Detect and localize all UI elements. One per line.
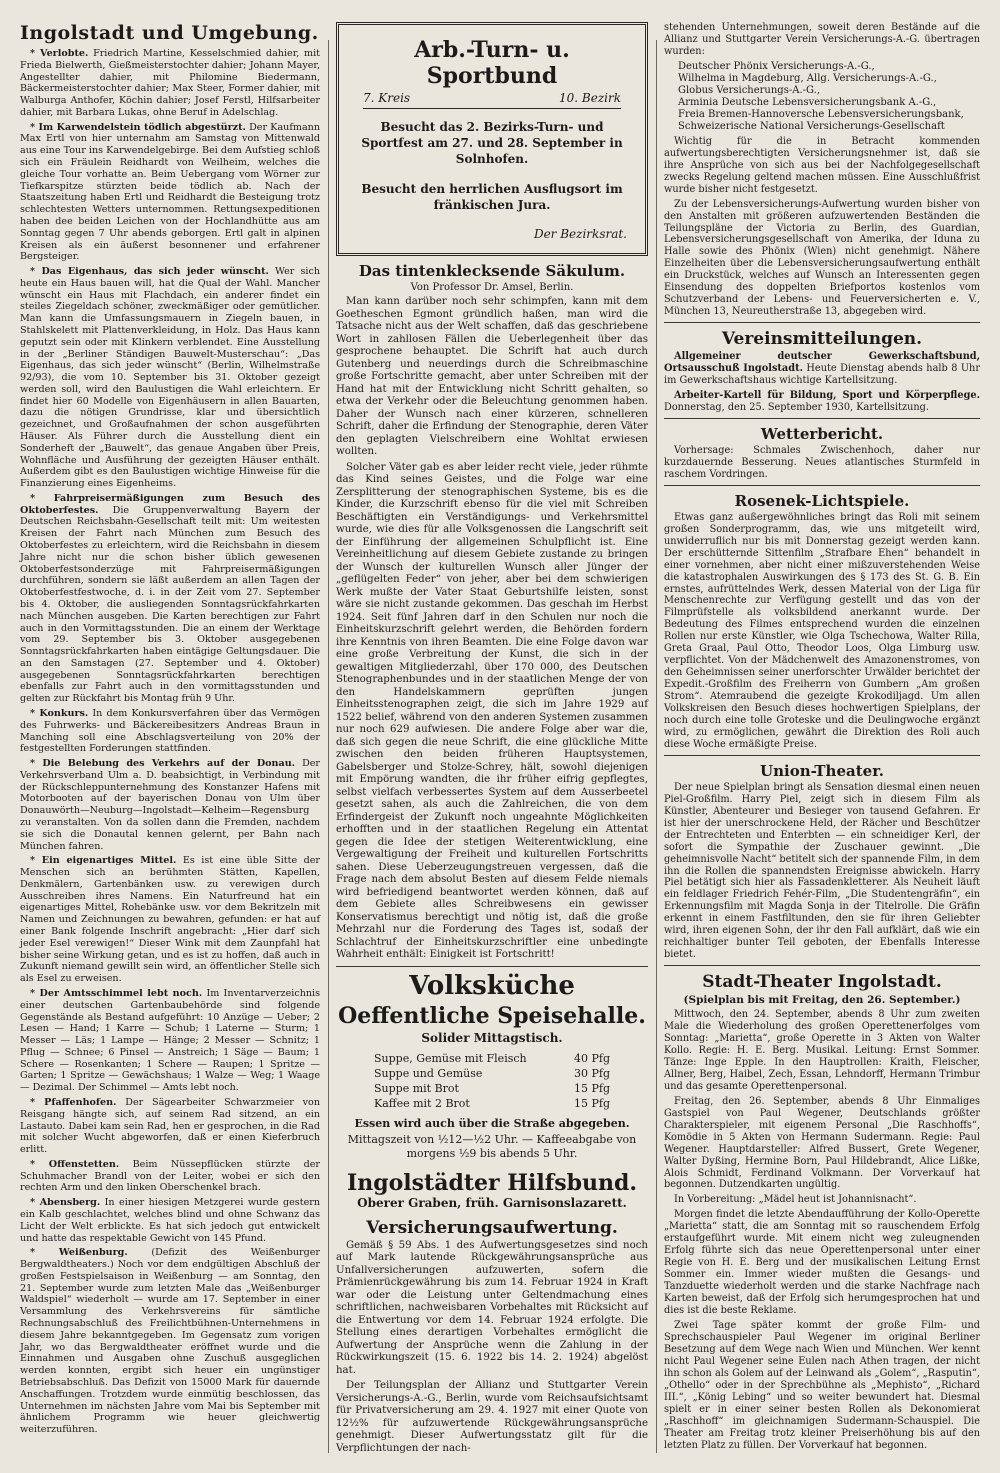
- hilfsbund-title: Ingolstädter Hilfsbund.: [346, 1169, 638, 1196]
- stadttheater-subtitle: (Spielplan bis mit Freitag, den 26. September.): [683, 994, 961, 1007]
- divider: [664, 755, 980, 756]
- company-item: Freia Bremen-Hannoversche Lebensversicherungsbank,: [678, 108, 964, 120]
- news-article-text: Es ist eine üble Sitte der Menschen sich an berühmten Stätten, Kapellen, Denkmälern, Gartenbänken usw. zu verewigen durch Ausschreiben ihres Namens. Ein Naturfreund hat ein eigenartiges Mittel, Rohebänke usw. vor dem Bekritzeln mit Namen und Zeichnungen zu bewahren, gefunden: er hat auf einer Bank folgende Inschrift angebracht: „Hier darf sich jeder Esel verewigen!“ Dieser Wink mit dem Zaunpfahl hat bisher seine Wirkung getan, und es ist zu hoffen, daß auch in Zukunft niemand gewillt sein wird, an öffentlicher Stelle sich als Esel zu erweisen.: [20, 855, 320, 985]
- news-article: [20, 1197, 320, 1244]
- news-article-text: Im Inventarverzeichnis einer deutschen Gartenbaubehörde sind folgende Gegenstände als Bestand aufgeführt: 10 Anzüge — Ueber; 2 Lesen — Hand; 1 Karre — Schub; 1 Laterne — Sturm; 1 Messer — Läs; 1 Lampe — Hänge; 2 Messer — Schnitz; 1 Pflug — Schnee; 6 Pinsel — Anstreich; 1 Säge — Baum; 1 Schere — Rosenkanten; 1 Schere — Raupen; 1 Spritze — Garten; 1 Spritze — Gewächshaus; 1 Walze — Weg; 1 Waage — Dezimal. Der Schimmel — Amts lebt noch.: [20, 987, 321, 1094]
- verein-item: [664, 351, 980, 387]
- news-article: [20, 855, 320, 985]
- news-article: [20, 48, 320, 119]
- news-article-text: Die Gruppenverwaltung Bayern der Deutschen Reichsbahn-Gesellschaft teilt mit: Um weitesten Kreisen der Fahrt nach München zum Besuch des Oktoberfestes zu erleichtern, wird die Reichsbahn in diesem Jahre nicht nur die schon bisher üblich gewesenen Oktoberfestsonderzüge mit Fahrpreisermäßigungen durchführen, sondern sie läßt außerdem an allen Tagen der Oktoberfestfestwoche, d. i. in der Zeit vom 27. September bis 4. Oktober, die ausliegenden Sonntagsrückfahrkarten nach München ausgeben. Die Karten berechtigen zur Fahrt auch in den Vormittagsstunden. Die an einem der Werktage vom 29. September bis 3. Oktober ausgegebenen Sonntagsrückfahrkarten haben eintägige Geltungsdauer. Die an den Samstagen (27. September und 4. Oktober) ausgegebenen Sonntagsrückfahrkarten berechtigen ebenfalls zur Fahrt auch in den vormittagsstunden und gelten zur Rückfahrt bis Montag früh 9 Uhr.: [20, 504, 321, 705]
- versicherung-paragraph: Zu der Lebensversicherungs-Aufwertung wurden bisher von den Anstalten mit größeren aufzuwertenden Beständen die Teilungspläne der Victoria zu Berlin, des Guardian, Lebensversicherungsgesellschaft von Amerika, der Iduna zu Halle sowie des Phönix (Wien) nicht genehmigt. Nähere Einzelheiten über die Lebensversicherungsaufwertung enthält ein Druckstück, welches auf Wunsch an Interessenten gegen Einsendung des doppelten Briefportos kostenlos vom Schutzverband der Lebens- und Feuerversicherten e. V., München 13, Neureutherstraße 13, abgegeben wird.: [664, 198, 980, 318]
- rosenek-title: Rosenek-Lichtspiele.: [734, 491, 910, 510]
- versicherung-paragraph: Der Teilungsplan der Allianz und Stuttgarter Verein Versicherungs-A.-G., Berlin, wurde vom Reichsaufsichtsamt für Privatversicherung am 29. 4. 1927 mit einer Quote von 12½% für aufzuwertende Rückgewährungsansprüche genehmigt. Dieser Aufwertungsstatz gilt für die Verpflichtungen der nach-: [336, 1380, 648, 1454]
- stadttheater-paragraph: Mittwoch, den 24. September, abends 8 Uhr zum zweiten Male die Wiederholung des großen Operettenerfolges vom Sonntag: „Marietta“, große Operette in 3 Akten von Walter Kollo. Regie: H. E. Berg. Musikal. Leitung: Ernst Sommer. Tänze: Inge Epple. In den Hauptrollen: Kraith, Fleischer, Allner, Berg, Haibel, Zech, Essan, Lehndorff, Hermann Trimbur und das gesamte Operettenpersonal.: [664, 1009, 980, 1092]
- company-list: [678, 61, 980, 133]
- divider: [664, 485, 980, 486]
- verein-item-title: Arbeiter-Kartell für Bildung, Sport und Körperpflege.: [674, 390, 980, 402]
- divider: [664, 965, 980, 966]
- rosenek-text: Etwas ganz außergewöhnliches bringt das Roli mit seinem großen Sonderprogramm, das, wie uns mitgeteilt wird, unwiderruflich nur bis mit Donnerstag gezeigt werden kann. Der erschütternde Sittenfilm „Strafbare Ehen“ behandelt in einer vornehmen, aber nicht einer mißzuverstehenden Weise die katastrophalen Auswirkungen des § 173 des St. G. B. Ein ernstes, aufrüttelndes Werk, dessen Material von der Liga für Menschenrechte zur Verfügung gestellt und das von der Filmprüfstelle als volksbildend anerkannt wurde. Der Bedeutung des Filmes entsprechend wurden die einzelnen Rollen nur erste Künstler, wie Olga Tschechowa, Walter Rilla, Greta Graal, Paul Otto, Theodor Loos, Olga Limburg usw. verpflichtet. Von der Mädchenwelt des Amazonenstromes, von den Geheimnissen seiner unerforschter Urwälder berichtet der Expedit.-Großfilm des Freiherrn von Gumbern „Am großen Strom“. Atemraubend die gezeigte Krokodiljagd. Um allen Volkskreisen den Besuch dieses hochwertigen Spielplans, der noch durch eine tolle Groteske und die Deulingwoche ergänzt wird, zu ermöglichen, gewährt die Direktion des Roli auch diese Woche ermäßigte Preise.: [664, 511, 980, 750]
- price-value: 15 Pfg: [573, 1081, 610, 1095]
- sportbund-advertisement: [336, 22, 648, 256]
- stadttheater-paragraph: Morgen findet die letzte Abendaufführung der Kollo-Operette „Marietta“ statt, die am Sonntag mit so rauschendem Erfolg erstaufgeführt wurde. Mit einem nicht weg zuleugnenden Erfolg führte sich das neue Operettenpersonal unter einer Regie von H. E. Berg und der musikalischen Leitung Ernst Sommer ein. Immer wieder mußten die Gesangs- und Tanzduette wiederholt werden und die starke Nachfrage nach Karten beweist, daß der Erfolg sich herumgesprochen hat und dies ist die beste Reklame.: [664, 1209, 980, 1317]
- price-item: Suppe mit Brot: [374, 1081, 459, 1095]
- stadttheater-paragraph: In Vorbereitung: „Mädel heut ist Johannisnacht“.: [674, 1194, 917, 1206]
- ad-kreis: 7. Kreis: [363, 91, 411, 105]
- section-heading: Ingolstadt und Umgebung.: [20, 22, 319, 44]
- versicherung-paragraph: Gemäß § 59 Abs. 1 des Aufwertungsgesetzes sind noch auf Mark lautende Rückgewährungsansprüche aus Unfallversicherungen aufzuwerten, sofern die Prämienrückgewährung bis zum 14. Februar 1924 in Kraft war oder die Leistung unter Geltendmachung eines schriftlichen, nachweisbaren Vorbehaltes mit Rücksicht auf die Entwertung vor dem 14. Februar 1924 erfolgte. Die Stellung eines derartigen Vorbehaltes ermöglicht die Aufwertung der Ansprüche wenn die Zahlung in der Rückwirkungszeit (15. 6. 1922 bis 14. 2. 1924) abgelöst hat.: [336, 1239, 648, 1376]
- wetterbericht-title: Wetterbericht.: [760, 424, 884, 443]
- news-article-title: * Konkurs.: [30, 707, 89, 719]
- company-item: Deutscher Phönix Versicherungs-A.-G.,: [678, 60, 875, 72]
- news-article-title: * Das Eigenhaus, das sich jeder wünscht.: [30, 266, 269, 278]
- price-row: [372, 1066, 612, 1081]
- company-item: Globus Versicherungs-A.-G.,: [678, 84, 820, 96]
- news-article-title: * Im Karwendelstein tödlich abgestürzt.: [30, 121, 246, 133]
- versicherung-title: Versicherungsaufwertung.: [366, 1217, 618, 1238]
- ad-text-excursion: Besucht den herrlichen Ausflugsort im fränkischen Jura.: [361, 182, 623, 212]
- news-article-title: * Fahrpreisermäßigungen zum Besuch des Oktoberfestes.: [20, 492, 320, 516]
- takeaway-note: Essen wird auch über die Straße abgegeben.: [354, 1116, 630, 1130]
- divider: [664, 418, 980, 419]
- stadttheater-title: Stadt-Theater Ingolstadt.: [702, 972, 942, 993]
- news-article-text: Der Kaufmann Max Ertl von hier unternahm am Samstag von Mittenwald aus eine Tour ins Karwendelgebirge. Bei dem Aufstieg schloß sich ein Fräulein Reidhardt von Weilheim, welches die gleiche Tour vorhatte an. Beim Uebergang vom Wörner zur Tiefkarspitze stürzten beide tödlich ab. Nach der Staatszeitung haben Ertl und Reidhardt die Besteigung trotz schlechtesten Wetters unternommen. Rettungsexpeditionen haben dee beiden Leichen von der Hochlandhütte aus am Sonntag gegen 7 Uhr abends geborgen. Ertl galt in alpinen Kreisen als ein äußerst besonnener und erfahrener Bergsteiger.: [20, 121, 321, 263]
- feuilleton-paragraph: Man kann darüber noch sehr schimpfen, kann mit dem Goetheschen Egmont gründlich haßen, man wird die Tatsache nicht aus der Welt schaffen, daß das geschriebene Wort in zahllosen Fällen die Ueberlegenheit über das gesprochene behauptet. Die Schrift hat auch durch Gutenberg und neuerdings durch die Schreibmaschine große Fortschritte gemacht, aber unter Schreiben mit der Hand hat mit der Entwicklung nicht Schritt gehalten, so etwa der Verkehr oder die Beleuchtung genommen haben. Daher der Wunsch nach einer kürzeren, schnelleren Schrift, daher die Erfindung der Stenographie, deren Väter den geplagten Vielschreibern eine Wohltat erwiesen wollten.: [336, 296, 648, 457]
- ad-signature: Der Bezirksrat.: [533, 227, 627, 241]
- news-article-title: * Verlobte.: [30, 48, 89, 59]
- price-row: [372, 1096, 612, 1111]
- news-article-title: * Offenstetten.: [30, 1158, 120, 1170]
- local-news-list: [20, 48, 320, 1436]
- versicherung-paragraph: Wichtig für die in Betracht kommenden aufwertungsberechtigten Versicherungsnehmer ist, daß sie ihre Ansprüche von sich aus bei der Nachfolgegesellschaft zwecks Regelung geltend machen müssen. Eine Ausschlußfrist wurde bisher nicht festgesetzt.: [664, 135, 980, 195]
- news-article: [20, 1097, 320, 1156]
- union-text: Der neue Spielplan bringt als Sensation diesmal einen neuen Piel-Großfilm. Harry Piel, zeigt sich in diesem Film als Künstler, Abenteurer und Besieger von tausend Gefahren. Er ist hier der unerschrockene Held, der Rächer und Beschützer der Entrechteten und Enterbten — ein schneidiger Kerl, der sofort die Sympathie der Zuschauer gewinnt. „Die geheimnisvolle Nacht“ betitelt sich der spannende Film, in dem ihn die Rollen die spannendsten Ereignisse abwickeln. Harry Piel betätigt sich hier als Fassadenkletterer. Als Neuheit läuft ein feldlager Friedrich Fehér-Film, „Die Studentengräfin“, ein Erkennungsfilm mit Magda Sonja in der Titelrolle. Die Gräfin erkennt in einem Fastfiltunden, den sie für ihren Geliebter wird, ihren eigenen Sohn, der ihr den Fall aufklärt, daß wie ein reichhaltiger bunter Teil geboten, der Ebenfalls Interesse bietet.: [664, 781, 980, 961]
- vereinsmitteilungen-title: Vereinsmitteilungen.: [721, 329, 923, 350]
- ad-title: Arb.-Turn- u. Sportbund: [414, 37, 570, 89]
- volkskueche-title: Volksküche: [409, 970, 575, 1001]
- column-rule: [656, 40, 657, 1453]
- price-row: [372, 1081, 612, 1096]
- company-item: Schweizerische National Versicherungs-Gesellschaft: [678, 120, 945, 132]
- price-list: [372, 1051, 612, 1111]
- news-article-text: Friedrich Martine, Kesselschmied dahier, mit Frieda Bielwerth, Gießmeisterstochter dahier; Johann Mayer, Angestellter dahier, mit Philomine Biedermann, Bäckermeisterstochter dahier; Max Steer, Former dahier, mit Walburga Anthofer, Köchin dahier; Josef Ferstl, Hilfsarbeiter dahier, mit Barbara Lukas, ohne Beruf in Adelschlag.: [20, 48, 320, 118]
- hilfsbund-address: Oberer Graben, früh. Garnisonslazarett.: [357, 1195, 627, 1210]
- company-item: Wilhelma in Magdeburg, Allg. Versicherungs-A.-G.,: [678, 72, 937, 84]
- news-article-text: Wer sich heute ein Haus bauen will, hat die Qual der Wahl. Mancher wünscht ein Haus mit Flachdach, ein anderer findet ein steiles Ziegeldach schöner, zweckmäßiger oder gemütlicher. Man kann die Umfassungsmauern in Ziegeln bauen, in Stahlskelett mit Plattenverkleidung, in Holz. Das Haus kann geputzt sein oder mit Klinkern verblendet. Eine Ausstellung in der „Berliner Ständigen Bauwelt-Musterschau“: „Das Eigenhaus, das sich jeder wünscht“ (Berlin, Wilhelmstraße 92/93), die vom 10. September bis 31. Oktober gezeigt werden soll, wird den Baulustigen die Wahl erleichtern. Er findet hier 60 Modelle von Eigenhäusern in allen Bauarten, dazu die nötigen Grundrisse, klar und übersichtlich gezeichnet, und Großaufnahmen der schon ausgeführten Häuser. Als Führer durch die Ausstellung dient ein Sonderheft der „Bauwelt“, das genaue Angaben über Preis, Wohnfläche und Ausführung der gezeigten Häuser enthält. Außerdem gibt es den Baulustigen wichtige Hinweise für die Finanzierung eines Eigenheims.: [20, 266, 321, 490]
- news-article: [20, 1159, 320, 1194]
- volkskueche-tagline: Solider Mittagstisch.: [421, 1030, 563, 1045]
- news-article-title: * Der Amtsschimmel lebt noch.: [30, 987, 203, 999]
- news-article: [20, 708, 320, 755]
- feuilleton-byline: Von Professor Dr. Amsel, Berlin.: [410, 282, 574, 293]
- price-value: 15 Pfg: [573, 1096, 610, 1110]
- opening-hours: Mittagszeit von ½12—½2 Uhr. — Kaffeeabgabe von: [347, 1132, 637, 1146]
- news-article: [20, 266, 320, 490]
- news-article-text: In einer hiesigen Metzgerei wurde gestern ein Kalb geschlachtet, welches blind und ohne Schwanz das Licht der Welt erblickte. Es hat sich jedoch gut entwickelt und hatte das respektable Gewicht von 145 Pfund.: [20, 1197, 320, 1244]
- price-value: 30 Pfg: [573, 1066, 610, 1080]
- versicherung-continuation: stehenden Unternehmungen, soweit deren Bestände auf die Allianz und Stuttgarter Verein Versicherungs-A.-G. übertragen wurden:: [664, 22, 980, 57]
- wetterbericht-text: Vorhersage: Schmales Zwischenhoch, daher nur kurzdauernde Besserung. Neues atlantisches Sturmfeld in raschem Vordringen.: [664, 444, 980, 480]
- divider: [664, 322, 980, 323]
- news-article-title: * Ein eigenartiges Mittel.: [30, 855, 177, 867]
- column-local-news: [20, 22, 320, 1439]
- price-row: [372, 1051, 612, 1066]
- feuilleton-title: Das tintenklecksende Säkulum.: [358, 262, 626, 280]
- news-article-text: Der Sägearbeiter Schwarzmeier von Reisgang hängte sich, auf seinem Rad sitzend, an ein Lastauto. Dabei kam sein Rad, hen er gesprochen, in die Rad mit solcher Wucht abgeworfen, daß er einen Kieferbruch erlitt.: [20, 1096, 320, 1156]
- price-item: Suppe und Gemüse: [374, 1066, 483, 1080]
- price-item: Kaffee mit 2 Brot: [374, 1096, 470, 1110]
- volkskueche-subtitle: Oeffentliche Speisehalle.: [338, 1002, 646, 1029]
- price-item: Suppe, Gemüse mit Fleisch: [374, 1051, 527, 1065]
- ad-subline: [363, 91, 621, 109]
- news-article: [20, 988, 320, 1094]
- news-article: [20, 493, 320, 705]
- ad-bezirk: 10. Bezirk: [559, 91, 621, 105]
- news-article-text: In dem Konkursverfahren über das Vermögen des Fuhrwerks- und Bäckereibesitzers Andreas Braun in Manching soll eine Abschlagsverteilung von 20% der festgestellten Forderungen stattfinden.: [20, 707, 321, 755]
- news-article-text: Der Verkehrsverband Ulm a. D. beabsichtigt, in Verbindung mit der Rückschleppunternehmung des Konstanzer Hafens mit Motorbooten auf der bayerischen Donau von Ulm über Donauwörth—Neuburg—Ingolstadt—Kelheim—Regensburg zu veranstalten. Von da sollen dann die Fremden, nachdem sie sich die Donautal kennen gelernt, per Bahn nach München fahren.: [20, 758, 320, 852]
- verein-item: [664, 390, 980, 414]
- feuilleton-paragraph: Solcher Väter gab es aber leider recht viele, jeder rühmte das Kind seines Geistes, und die Folge war eine Zersplitterung der stenographischen Systeme, bis es die Kinder, die Kurzschrift ebenso für die viel mit Schreiben Beschäftigten ein Verständigungs- und Verkehrsmittel wurde, wie dies für alle Volksgenossen die Langschrift seit der Einführung der allgemeinen Schulpflicht ist. Eine Vereinheitlichung auf diesem Gebiete zustande zu bringen der Wunsch der kulturellen Wunsch aller Jünger der „geflügelten Feder“ von jeher, aber bei dem schwierigen Werk mußte der Vater Staat Geburtshilfe leisten, sonst wäre sie nicht zustande gekommen. Das geschah im Herbst 1924. Seit fünf Jahren darf in den Schulen nur noch die Einheitskurzschrift gelehrt werden, die Behörden fordern ihre Kenntnis von ihren Beamten. Die eine Folge davon war eine große Verbreitung der Kunst, die sich in der gewaltigen Mitgliederzahl, über 170 000, des Deutschen Stenographenbundes und in der staatlichen Menge der von den Handelskammern geprüften jungen Einheitsstenographen zeigt, die sich im Jahre 1929 auf 1522 belief, während von den anderen Systemen zusammen nur noch 629 aufwiesen. Die andere Folge aber war die, daß sich gegen die neue Schrift, die eine glückliche Mitte zwischen den beiden früheren Hauptsystemen, Gabelsberger und Stolze-Schrey, hält, sowohl diejenigen mit Empörung wandten, die ihr früher eifrig gepflegtes, selbst vielfach verbessertes System auf dem Ausserbeetel gesetzt sahen, als auch die Zahlreichen, die von dem Erfindergeist der Zukunft noch ungeahnte Möglichkeiten erhofften und in der staatlichen Regelung ein Attentat gegen die Idee der stetigen Weiterentwicklung, eine Vergewaltigung der Freiheit und kulturellen Fortschritts sahen. Diese Ueberzeugungstreuen vergessen, daß die Frage nach dem absolut Besten auf diesem Felde niemals wird befriedigend beantwortet werden können, daß auf dem Gebiete alles Schreibwesens ein gewisser Konservatismus berechtigt und nötig ist, daß die große Mehrzahl nur die Forderung des Tages ist, sodaß der Schlachtruf der Einheitskurzschriftler eine unbedingte Wahrheit enthält: Einigkeit ist Fortschritt!: [336, 461, 648, 960]
- verein-item-title: Allgemeiner deutscher Gewerkschaftsbund, Ortsausschuß Ingolstadt.: [664, 351, 980, 375]
- column-right: [664, 22, 980, 1454]
- stadttheater-paragraph: Zwei Tage später kommt der große Film- und Sprechschauspieler Paul Wegener im original Berliner Besetzung auf dem Wege nach Wien und München. Wer kennt nicht Paul Wegener seine Eulen nach Athen tragen, der nicht ihn schon als Golem auf der Leinwand als „Golem“, „Rasputin“, „Othello“ oder in der Sprechbühne als „Mephisto“, „Richard III.“, „König Lebing“ und so weiter bewundert hat. Diesmal spielt er in einer seiner besten Rollen als Dekonomierat „Raschhoff“ im gleichnamigen Sudermann-Schauspiel. Die Theater am Freitag trotz kleiner Preiserhöhung bis auf den letzten Platz zu füllen. Der Vorverkauf hat begonnen.: [664, 1319, 980, 1451]
- news-article: [20, 1247, 320, 1436]
- verein-item-text: Heute Dienstag abends halb 8 Uhr im Gewerkschaftshaus wichtige Kartellsitzung.: [664, 363, 980, 387]
- news-article-text: (Defizit des Weißenburger Bergwaldtheaters.) Noch vor dem endgültigen Abschluß der großen Festspielsaison in Weißenburg — am Sonntag, den 21. September wurde zum letzten Male das „Weißenburger Waldspiel“ wiederholt — wurde am 17. September in einer Versammlung des Verkehrsvereins für sämtliche Rechnungsabschluß des Freilichtbühnen-Unternehmens in diesem Jahre bekanntgegeben. Im Gegensatz zum vorigen Jahr, wo das Bergwaldtheater eröffnet wurde und die Einnahmen und Ausgaben ohne Zuschuß ausgeglichen werden konnten, ergibt sich heuer ein ungünstiger Betriebsabschluß. Das Defizit von 15000 Mark für dauernde Anschaffungen. Trotzdem wurde einmütig beschlossen, das Unternehmen im nächsten Jahre vom Mai bis September mit ähnlichem Programm wie heuer gleichwertig weiterzuführen.: [20, 1247, 320, 1436]
- news-article-text: Beim Nüssepflücken stürzte der Schuhmacher Brandl von der Leiter, wobei er sich den rechten Arm und den linken Oberschenkel brach.: [20, 1158, 321, 1194]
- news-article-title: * Die Belebung des Verkehrs auf der Donau.: [30, 758, 295, 770]
- stadttheater-paragraph: Freitag, den 26. September, abends 8 Uhr Einmaliges Gastspiel von Paul Wegener, Deutschlands größter Charakterspieler, mit eigenem Personal „Die Raschhoffs“, Komödie in 5 Akten von Hermann Sudermann. Regie: Paul Wegener. Hauptdarsteller: Alfred Bussert, Grete Wegener, Walter Dyßing, Hermine Born, Paul Hildebrandt, Alice Lißke, Alois Schmidt, Ferdinand Volkmann. Der Vorverkauf hat begonnen. Dutzendkarten ungültig.: [664, 1095, 980, 1191]
- divider: [336, 966, 648, 967]
- ad-text-festival: Besucht das 2. Bezirks-Turn- und Sportfest am 27. und 28. September in Solnhofen.: [361, 120, 623, 166]
- verein-item-text: Donnerstag, den 25. September 1930, Kartellsitzung.: [664, 401, 930, 413]
- company-item: Arminia Deutsche Lebensversicherungsbank A.-G.,: [678, 96, 937, 108]
- news-article-title: * Pfaffenhofen.: [30, 1096, 117, 1108]
- news-article-title: * Abensberg.: [30, 1197, 101, 1209]
- news-article: [20, 122, 320, 263]
- column-rule: [328, 40, 329, 1453]
- price-value: 40 Pfg: [573, 1051, 610, 1065]
- opening-hours-2: morgens ½9 bis abends 5 Uhr.: [406, 1146, 578, 1160]
- news-article-title: * Weißenburg.: [30, 1247, 128, 1259]
- union-title: Union-Theater.: [760, 761, 884, 780]
- column-middle: [336, 22, 648, 1458]
- news-article: [20, 758, 320, 852]
